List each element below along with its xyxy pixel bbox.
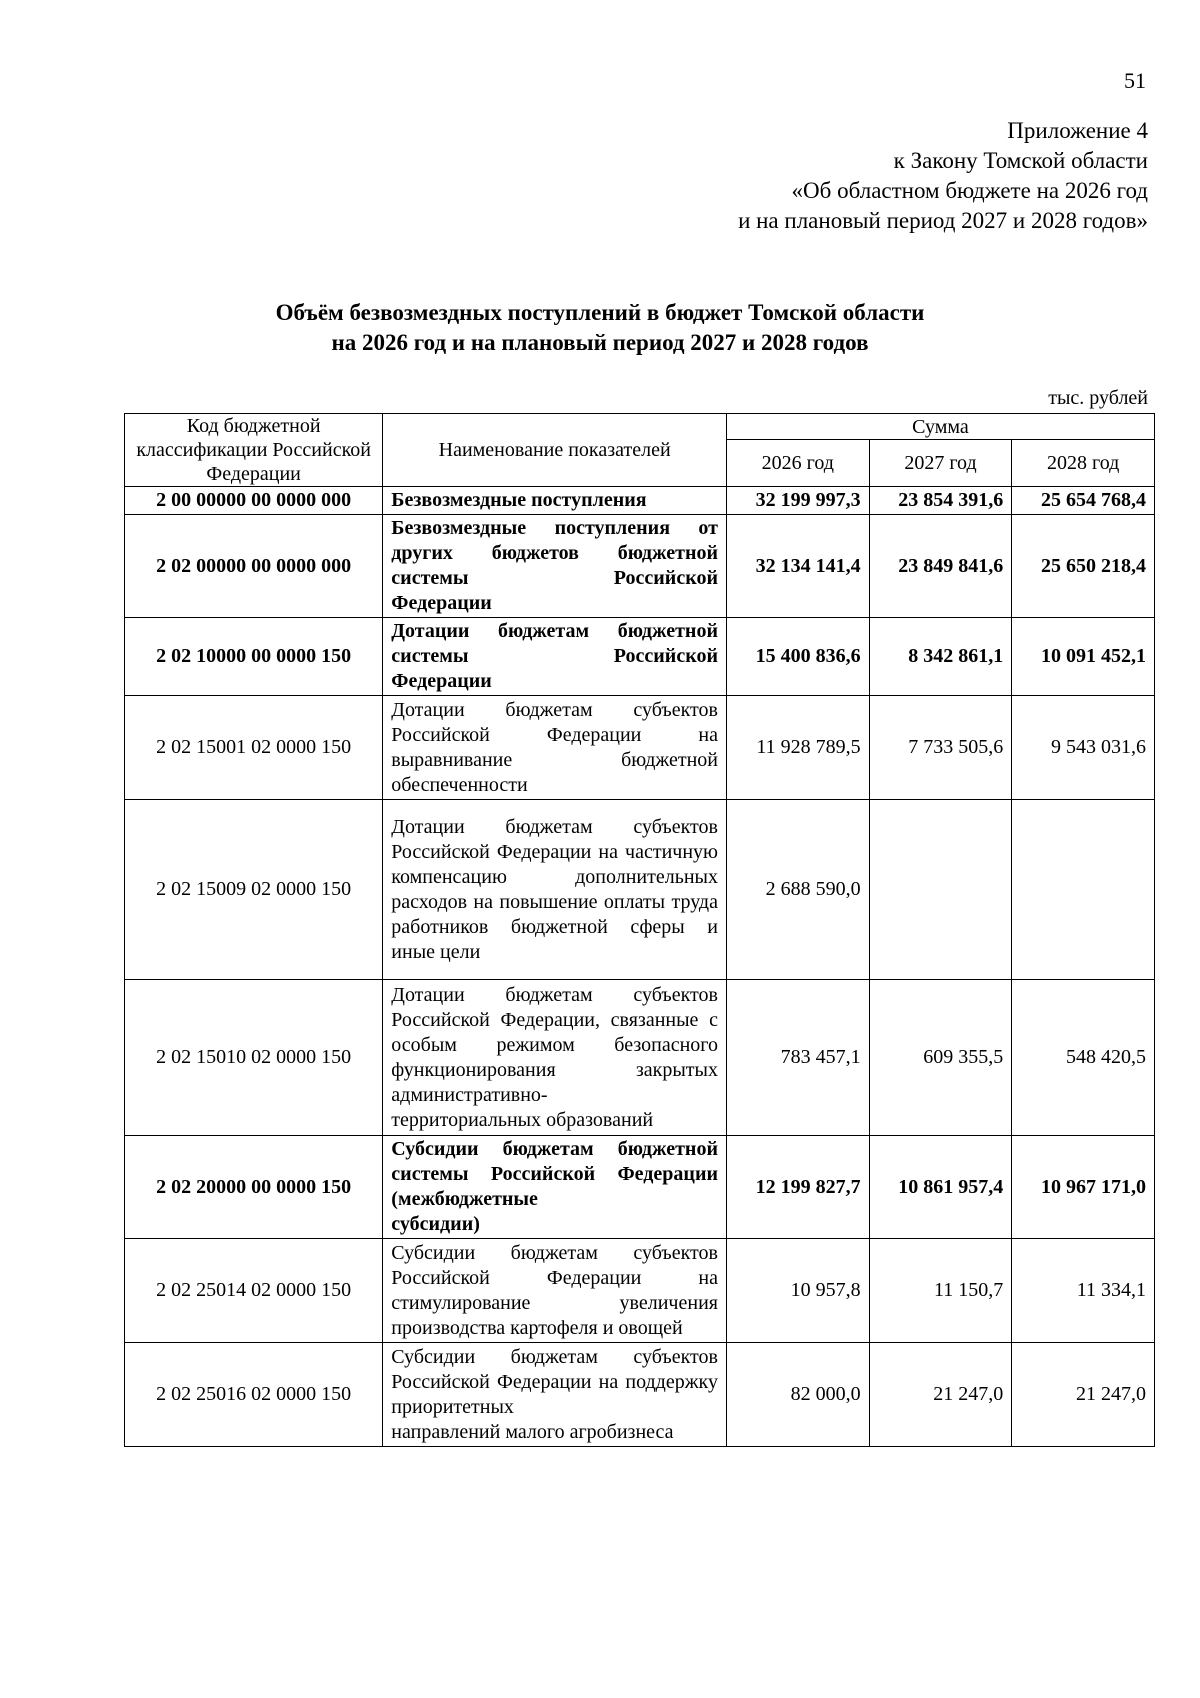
- row-value-2028: 10 967 171,0: [1012, 1136, 1155, 1239]
- annex-line: и на плановый период 2027 и 2028 годов»: [738, 208, 1148, 233]
- table-row: [125, 487, 1155, 515]
- units-label: тыс. рублей: [1048, 387, 1148, 409]
- row-value-2026: 2 688 590,0: [726, 800, 869, 980]
- annex-line: Приложение 4: [1007, 118, 1148, 143]
- row-code: 2 02 15009 02 0000 150: [125, 800, 383, 980]
- row-code: 2 02 00000 00 0000 000: [125, 515, 383, 618]
- row-code: 2 02 15001 02 0000 150: [125, 696, 383, 800]
- header-2026: 2026 год: [726, 440, 869, 487]
- row-value-2027: [869, 800, 1012, 980]
- page-number: 51: [1124, 68, 1146, 93]
- annex-line: к Закону Томской области: [893, 148, 1148, 173]
- row-value-2028: 25 654 768,4: [1012, 487, 1155, 515]
- row-name: Безвозмездные поступления от других бюджетов бюджетной системы Российской Федерации: [383, 515, 727, 618]
- table-row: [125, 696, 1155, 800]
- row-code: 2 02 10000 00 0000 150: [125, 618, 383, 696]
- row-value-2028: 548 420,5: [1012, 980, 1155, 1136]
- row-value-2027: 7 733 505,6: [869, 696, 1012, 800]
- annex-reference: [738, 116, 1148, 236]
- budget-table: [124, 413, 1155, 1447]
- table-row: [125, 980, 1155, 1136]
- row-name: Дотации бюджетам бюджетной системы Российской Федерации: [383, 618, 727, 696]
- row-value-2026: 12 199 827,7: [726, 1136, 869, 1239]
- table-row: [125, 1343, 1155, 1447]
- row-code: 2 02 15010 02 0000 150: [125, 980, 383, 1136]
- row-value-2028: 21 247,0: [1012, 1343, 1155, 1447]
- row-value-2027: 21 247,0: [869, 1343, 1012, 1447]
- row-name: Субсидии бюджетам субъектов Российской Федерации на поддержку приоритетных направлений малого агробизнеса: [383, 1343, 727, 1447]
- row-value-2027: 609 355,5: [869, 980, 1012, 1136]
- table-row: [125, 800, 1155, 980]
- annex-line: «Об областном бюджете на 2026 год: [791, 178, 1148, 203]
- header-name: Наименование показателей: [383, 414, 727, 487]
- header-sum: Сумма: [726, 414, 1154, 440]
- row-code: 2 02 25016 02 0000 150: [125, 1343, 383, 1447]
- document-title: [0, 298, 1200, 358]
- row-value-2026: 783 457,1: [726, 980, 869, 1136]
- row-code: 2 02 25014 02 0000 150: [125, 1239, 383, 1343]
- title-line: на 2026 год и на плановый период 2027 и 2028 годов: [331, 330, 869, 355]
- row-code: 2 00 00000 00 0000 000: [125, 487, 383, 515]
- row-name: Дотации бюджетам субъектов Российской Федерации, связанные с особым режимом безопасного функционирования закрытых административно- территориальных образований: [383, 980, 727, 1136]
- row-value-2027: 23 854 391,6: [869, 487, 1012, 515]
- row-value-2028: [1012, 800, 1155, 980]
- row-name: Дотации бюджетам субъектов Российской Федерации на выравнивание бюджетной обеспеченности: [383, 696, 727, 800]
- row-value-2026: 11 928 789,5: [726, 696, 869, 800]
- row-name: Субсидии бюджетам субъектов Российской Федерации на стимулирование увеличения производства картофеля и овощей: [383, 1239, 727, 1343]
- row-name: Безвозмездные поступления: [383, 487, 727, 515]
- header-code: Код бюджетной классификации Российской Федерации: [125, 414, 383, 487]
- row-code: 2 02 20000 00 0000 150: [125, 1136, 383, 1239]
- row-value-2028: 11 334,1: [1012, 1239, 1155, 1343]
- table-row: [125, 1239, 1155, 1343]
- row-value-2028: 9 543 031,6: [1012, 696, 1155, 800]
- header-2028: 2028 год: [1012, 440, 1155, 487]
- row-value-2027: 23 849 841,6: [869, 515, 1012, 618]
- table-row: [125, 515, 1155, 618]
- row-value-2027: 8 342 861,1: [869, 618, 1012, 696]
- header-2027: 2027 год: [869, 440, 1012, 487]
- row-value-2026: 32 134 141,4: [726, 515, 869, 618]
- table-row: [125, 618, 1155, 696]
- row-value-2027: 10 861 957,4: [869, 1136, 1012, 1239]
- row-name: Субсидии бюджетам бюджетной системы Российской Федерации (межбюджетные субсидии): [383, 1136, 727, 1239]
- title-line: Объём безвозмездных поступлений в бюджет Томской области: [275, 300, 925, 325]
- row-value-2027: 11 150,7: [869, 1239, 1012, 1343]
- table-row: [125, 1136, 1155, 1239]
- row-value-2026: 32 199 997,3: [726, 487, 869, 515]
- row-value-2028: 10 091 452,1: [1012, 618, 1155, 696]
- row-value-2026: 82 000,0: [726, 1343, 869, 1447]
- row-value-2026: 15 400 836,6: [726, 618, 869, 696]
- row-name: Дотации бюджетам субъектов Российской Федерации на частичную компенсацию дополнительных расходов на повышение оплаты труда работников бюджетной сферы и иные цели: [383, 800, 727, 980]
- row-value-2028: 25 650 218,4: [1012, 515, 1155, 618]
- row-value-2026: 10 957,8: [726, 1239, 869, 1343]
